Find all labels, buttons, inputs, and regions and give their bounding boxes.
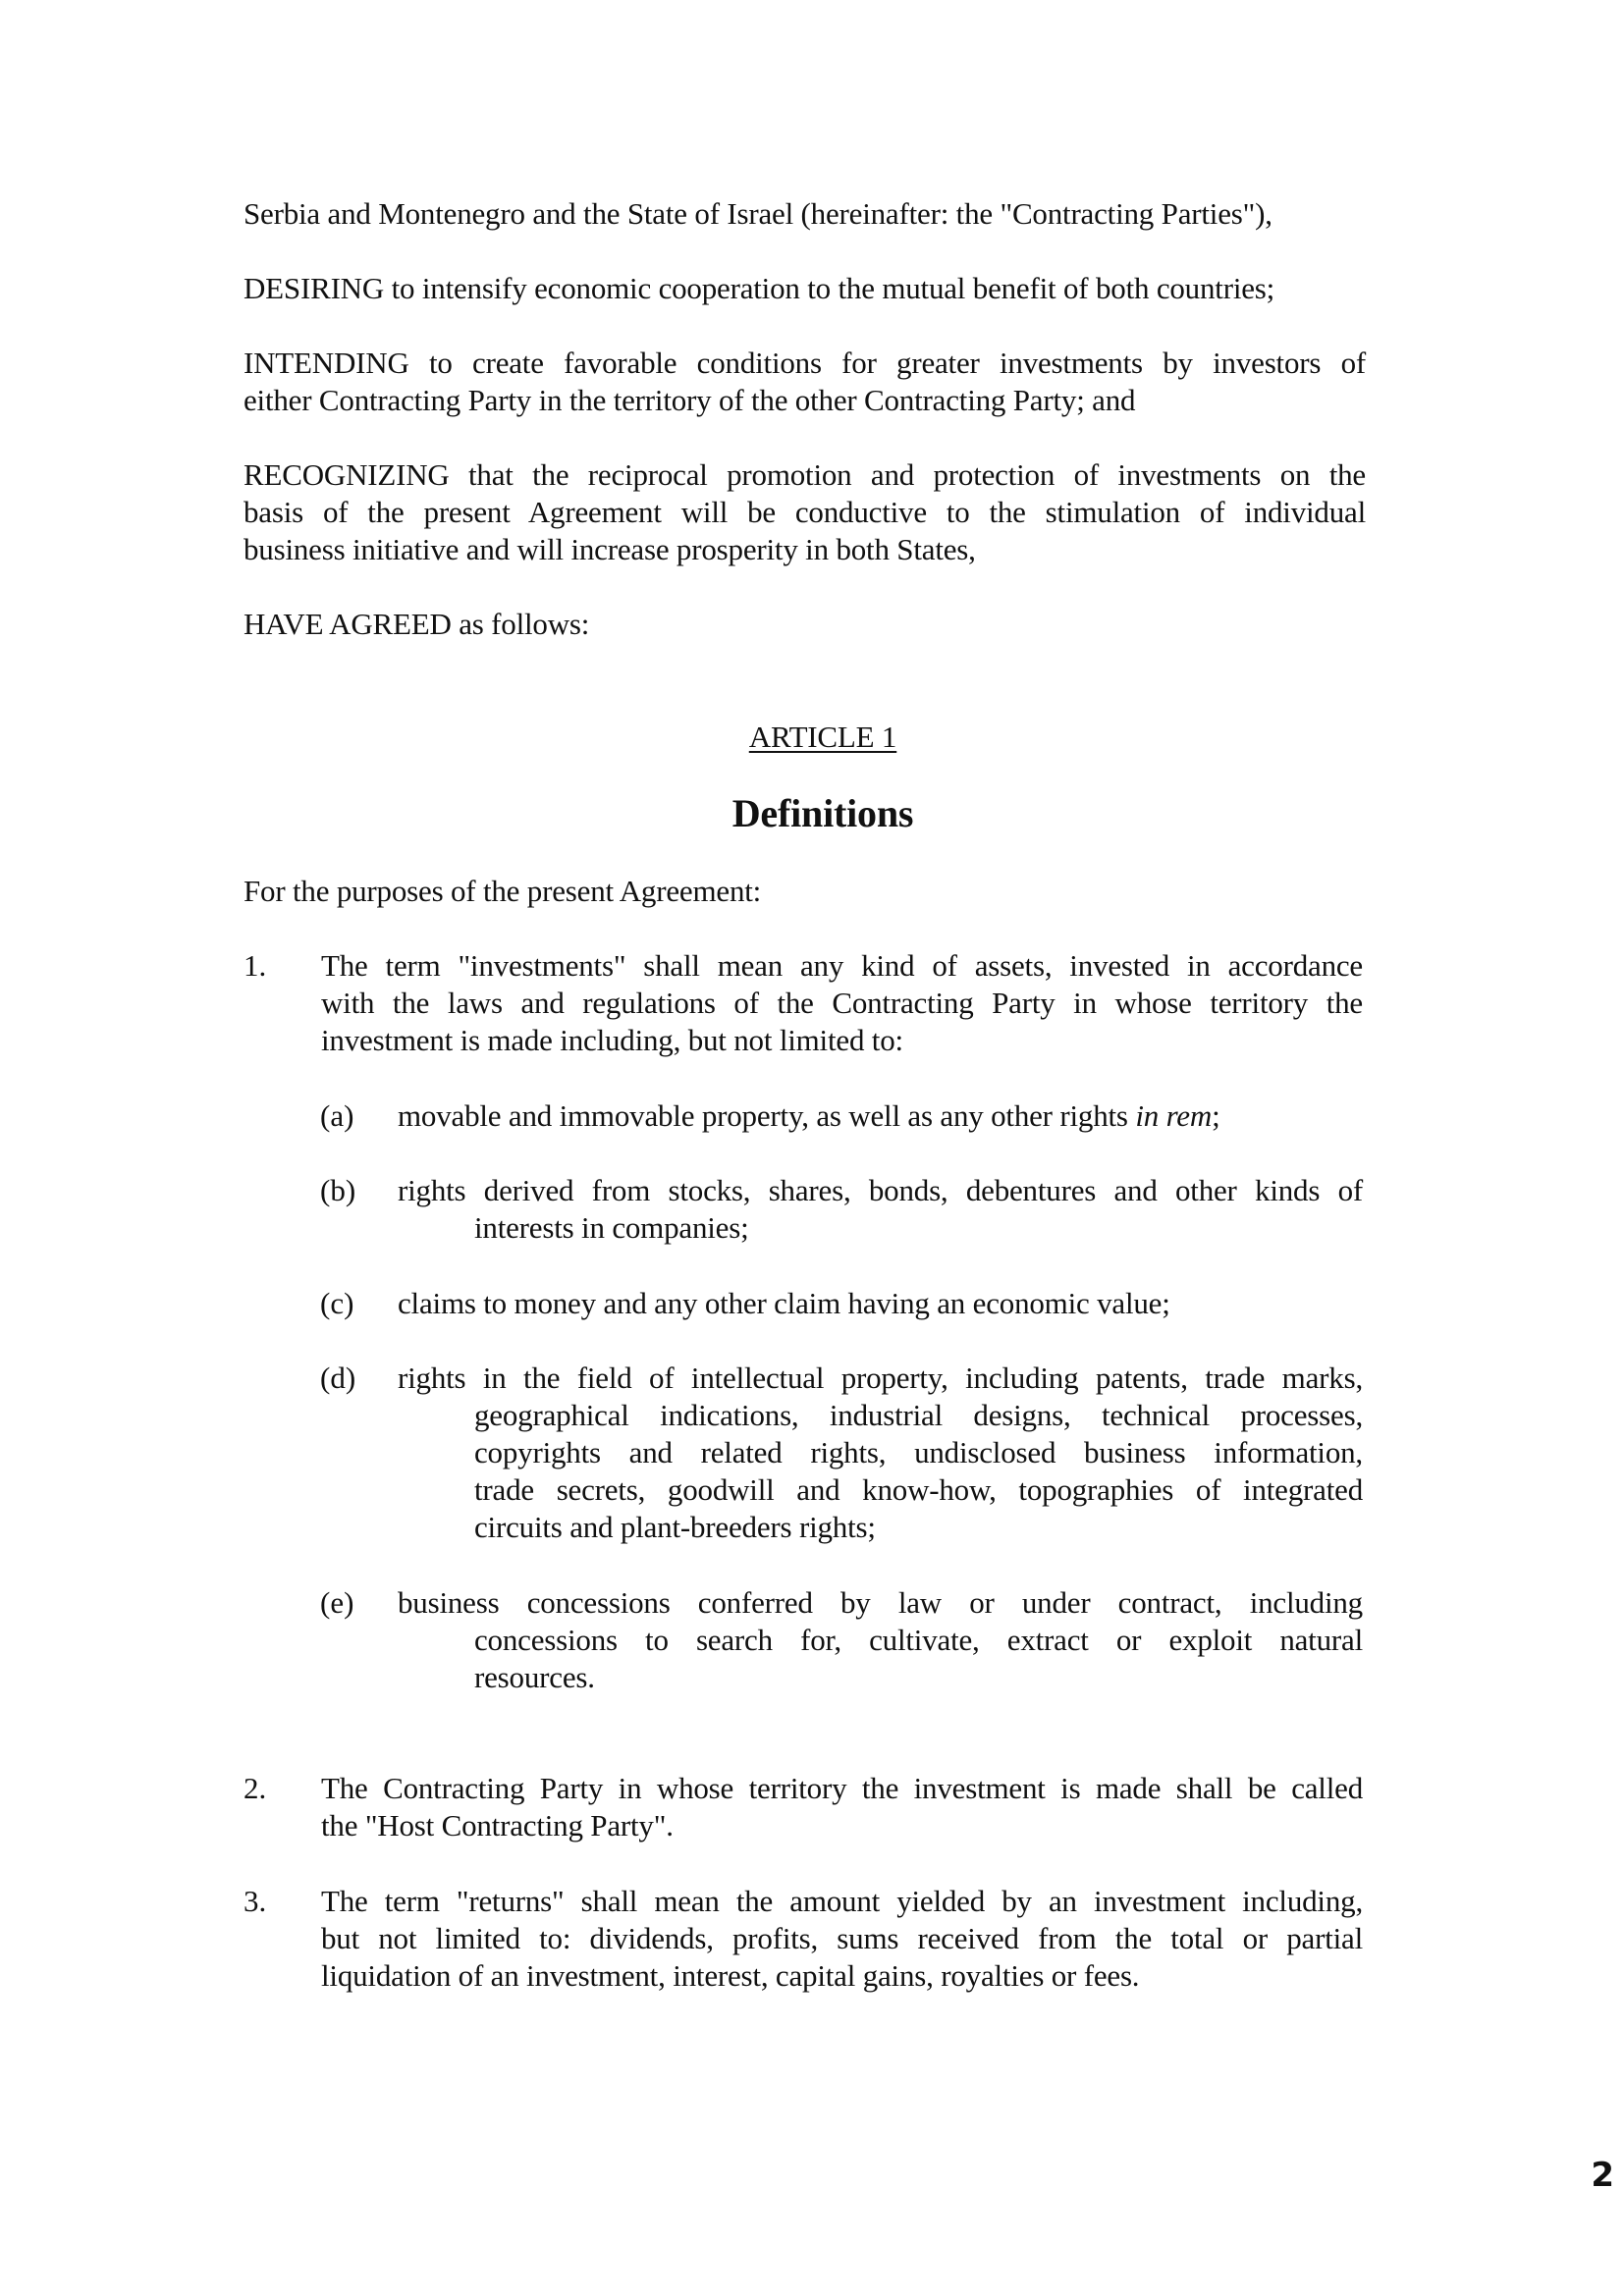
clause-text-line: the "Host Contracting Party". xyxy=(321,1808,674,1842)
subitem-text-line: rights derived from stocks, shares, bonds, debentures and other kinds of xyxy=(398,1173,1363,1207)
subitem-text-line: circuits and plant-breeders rights; xyxy=(474,1510,876,1544)
subitem-text-line: interests in companies; xyxy=(474,1210,749,1245)
preamble-intending-line1: INTENDING to create favorable conditions for greater investments by investors of xyxy=(244,346,1366,380)
subitem-text-line: copyrights and related rights, undisclosed business information, xyxy=(474,1435,1363,1469)
preamble-recognizing-line1: RECOGNIZING that the reciprocal promotion and protection of investments on the xyxy=(244,457,1366,492)
page-number: 2 xyxy=(1591,2156,1614,2195)
subitem-text-line: resources. xyxy=(474,1660,595,1694)
preamble-desiring: DESIRING to intensify economic cooperation to the mutual benefit of both countries; xyxy=(244,271,1275,305)
subitem-text-line: business concessions conferred by law or under contract, including xyxy=(398,1585,1363,1620)
subitem-text-line: trade secrets, goodwill and know-how, topographies of integrated xyxy=(474,1472,1363,1507)
subitem-punct: ; xyxy=(1212,1098,1220,1133)
subitem-label: (d) xyxy=(320,1361,356,1395)
preamble-agreed: HAVE AGREED as follows: xyxy=(244,607,590,641)
subitem-text: movable and immovable property, as well as any other rights xyxy=(398,1098,1136,1133)
subitem-label: (e) xyxy=(320,1585,354,1620)
subitem-label: (a) xyxy=(320,1098,354,1133)
subitem-text-line: geographical indications, industrial designs, technical processes, xyxy=(474,1398,1363,1432)
subitem-label: (c) xyxy=(320,1286,354,1320)
clause-text-line: The term "returns" shall mean the amount yielded by an investment including, xyxy=(321,1884,1363,1918)
preamble-recognizing-line3: business initiative and will increase prosperity in both States, xyxy=(244,532,976,566)
subitem-text-line: concessions to search for, cultivate, extract or exploit natural xyxy=(474,1623,1363,1657)
subitem-text-line xyxy=(398,1097,1219,1135)
clause-number: 3. xyxy=(244,1884,267,1918)
preamble-parties: Serbia and Montenegro and the State of Israel (hereinafter: the "Contracting Parties"), xyxy=(244,196,1272,231)
article-intro: For the purposes of the present Agreement: xyxy=(244,874,762,908)
preamble-intending-line2: either Contracting Party in the territory of the other Contracting Party; and xyxy=(244,383,1136,417)
clause-number: 1. xyxy=(244,948,267,983)
article-number: ARTICLE 1 xyxy=(748,720,897,754)
article-title: Definitions xyxy=(731,791,914,835)
subitem-label: (b) xyxy=(320,1173,356,1207)
clause-text-line: investment is made including, but not limited to: xyxy=(321,1023,903,1057)
clause-text-line: but not limited to: dividends, profits, sums received from the total or partial xyxy=(321,1921,1363,1955)
clause-text-line: liquidation of an investment, interest, capital gains, royalties or fees. xyxy=(321,1958,1140,1993)
clause-number: 2. xyxy=(244,1771,267,1805)
latin-term: in rem xyxy=(1135,1098,1213,1133)
clause-text-line: The Contracting Party in whose territory the investment is made shall be called xyxy=(321,1771,1363,1805)
clause-text-line: with the laws and regulations of the Contracting Party in whose territory the xyxy=(321,986,1363,1020)
subitem-text-line: claims to money and any other claim having an economic value; xyxy=(398,1286,1170,1320)
preamble-recognizing-line2: basis of the present Agreement will be conductive to the stimulation of individual xyxy=(244,495,1366,529)
subitem-text-line: rights in the field of intellectual property, including patents, trade marks, xyxy=(398,1361,1363,1395)
clause-text-line: The term "investments" shall mean any kind of assets, invested in accordance xyxy=(321,948,1363,983)
